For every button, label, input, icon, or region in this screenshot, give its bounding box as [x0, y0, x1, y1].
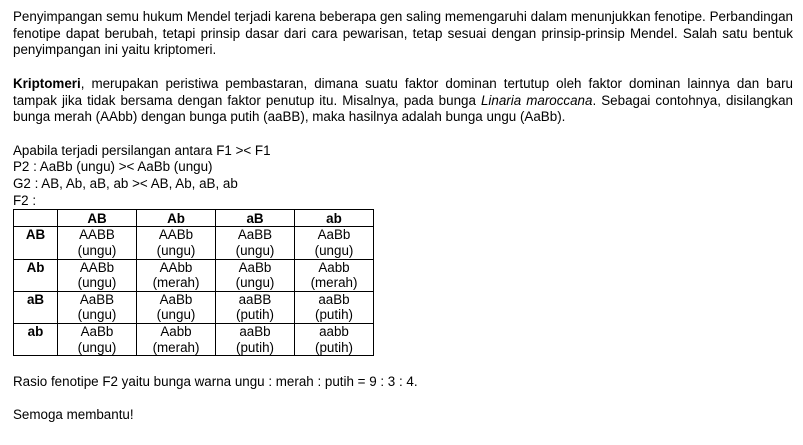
table-header-row: [14, 210, 374, 227]
kriptomeri-text-2: . Sebagai contohnya, disilangkan bunga merah (AAbb) dengan bunga putih (aaBB), maka hasilnya adalah bunga ungu (AaBb).: [13, 92, 793, 125]
table-cell: [137, 259, 216, 291]
table-cell: [137, 291, 216, 323]
spacer: [13, 390, 793, 407]
phenotype: (merah): [152, 275, 200, 291]
genotype: AaBb: [317, 227, 351, 243]
table-cell: [216, 259, 295, 291]
phenotype: (ungu): [77, 339, 117, 355]
genotype: aaBb: [239, 323, 271, 339]
phenotype: (putih): [236, 307, 274, 323]
genotype: AAbb: [159, 259, 193, 275]
genotype: aaBB: [238, 291, 272, 307]
genotype: AaBB: [237, 227, 273, 243]
table-cell: [295, 291, 374, 323]
species-name: Linaria maroccana: [480, 92, 593, 108]
table-cell: [137, 227, 216, 259]
table-row: [14, 259, 374, 291]
phenotype: (ungu): [235, 243, 275, 258]
table-corner-cell: [14, 210, 58, 227]
table-cell: [295, 227, 374, 259]
table-row: [14, 291, 374, 323]
column-header: aB: [216, 210, 295, 227]
genotype: AABB: [79, 227, 115, 243]
genotype: AABb: [79, 259, 115, 275]
phenotype: (ungu): [156, 243, 196, 258]
phenotype: (ungu): [156, 307, 196, 323]
genotype: Aabb: [318, 259, 350, 275]
table-cell: [58, 259, 137, 291]
column-header: ab: [295, 210, 374, 227]
cross-line-p2: P2 : AaBb (ungu) >< AaBb (ungu): [13, 159, 213, 175]
kriptomeri-text-1: , merupakan peristiwa pembastaran, dimana suatu faktor dominan tertutup oleh faktor dominan lainnya dan baru tampak jika tidak bersama dengan faktor penutup itu. Misalnya, pada bunga: [13, 75, 793, 108]
column-header: Ab: [137, 210, 216, 227]
phenotype: (ungu): [77, 243, 117, 258]
document-content: [13, 9, 793, 424]
spacer: [13, 59, 793, 76]
phenotype: (putih): [315, 307, 353, 323]
cross-line-g2: G2 : AB, Ab, aB, ab >< AB, Ab, aB, ab: [13, 176, 238, 191]
genotype: AaBb: [80, 323, 114, 339]
table-row: [14, 323, 374, 355]
cross-line-f2: F2 :: [13, 192, 37, 208]
punnett-square-table: [13, 209, 374, 356]
table-cell: [58, 291, 137, 323]
table-cell: [137, 323, 216, 355]
table-cell: [216, 291, 295, 323]
row-header: Ab: [14, 259, 58, 291]
closing-text: Semoga membantu!: [13, 407, 134, 423]
row-header: AB: [14, 227, 58, 259]
genotype: aaBb: [318, 291, 350, 307]
ratio-text: Rasio fenotipe F2 yaitu bunga warna ungu : merah : putih = 9 : 3 : 4.: [13, 373, 418, 389]
column-header: AB: [58, 210, 137, 227]
genotype: AaBb: [238, 259, 272, 275]
table-cell: [216, 323, 295, 355]
table-cell: [58, 227, 137, 259]
phenotype: (putih): [236, 339, 274, 355]
phenotype: (merah): [152, 339, 200, 355]
intro-paragraph: Penyimpangan semu hukum Mendel terjadi karena beberapa gen saling memengaruhi dalam menunjukkan fenotipe. Perbandingan fenotipe dapat berubah, tetapi prinsip dasar dari cara pewarisan, tetap sesuai dengan prinsip-prinsip Mendel. Salah satu bentuk penyimpangan ini yaitu kriptomeri.: [13, 9, 793, 58]
table-cell: [216, 227, 295, 259]
genotype: AABb: [158, 227, 194, 243]
phenotype: (ungu): [314, 243, 354, 258]
phenotype: (putih): [315, 339, 353, 355]
genotype: aabb: [319, 323, 349, 339]
table-cell: [58, 323, 137, 355]
table-cell: [295, 323, 374, 355]
spacer: [13, 126, 793, 143]
genotype: AaBb: [159, 291, 193, 307]
phenotype: (merah): [310, 275, 358, 291]
genotype: AaBB: [79, 291, 115, 307]
genotype: Aabb: [160, 323, 192, 339]
phenotype: (ungu): [235, 275, 275, 291]
table-cell: [295, 259, 374, 291]
table-row: [14, 227, 374, 259]
kriptomeri-term: Kriptomeri: [13, 75, 81, 91]
spacer: [13, 356, 793, 374]
kriptomeri-paragraph: [13, 76, 793, 126]
cross-line-f1: Apabila terjadi persilangan antara F1 >< F1: [13, 142, 271, 158]
phenotype: (ungu): [77, 275, 117, 291]
row-header: aB: [14, 291, 58, 323]
row-header: ab: [14, 323, 58, 355]
phenotype: (ungu): [77, 307, 117, 323]
